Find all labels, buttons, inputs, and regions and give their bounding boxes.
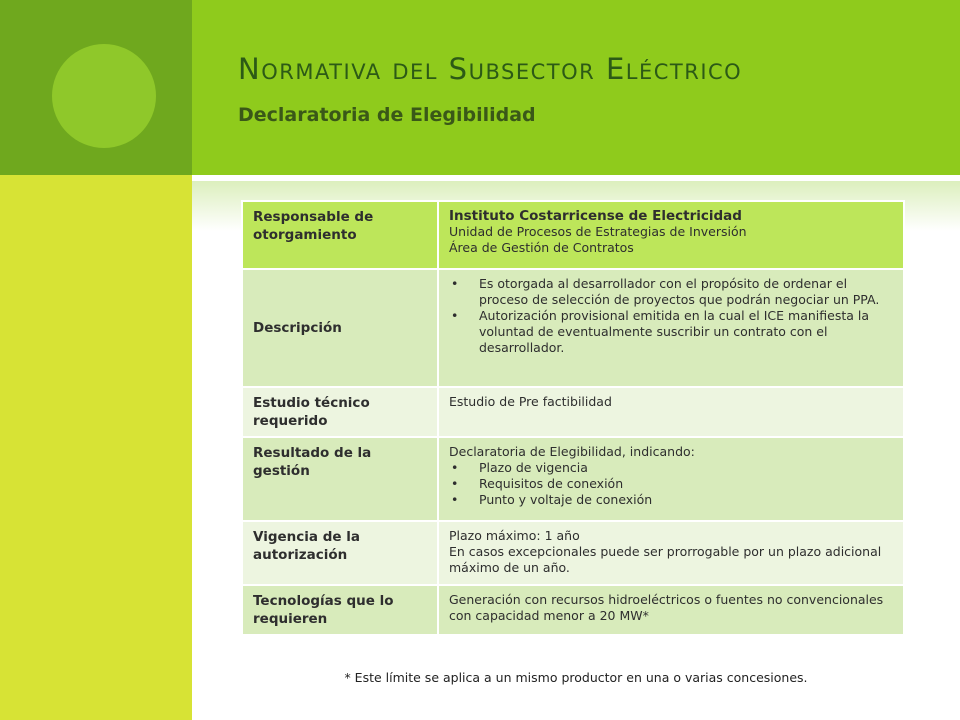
title-letter: D xyxy=(392,60,410,84)
result-intro: Declaratoria de Elegibilidad, indicando: xyxy=(449,444,695,459)
bullet-list xyxy=(449,276,893,356)
list-item: • Plazo de vigencia xyxy=(479,460,893,476)
title-letter: N xyxy=(238,52,262,86)
row-content: Estudio de Pre factibilidad xyxy=(438,387,904,437)
left-bottom-panel xyxy=(0,175,192,720)
row-content: Generación con recursos hidroeléctricos o fuentes no convencionales con capacidad menor a 20 MW* xyxy=(438,585,904,635)
row-label: Resultado de la gestión xyxy=(242,437,438,521)
row-content xyxy=(438,269,904,387)
table-row xyxy=(242,585,904,635)
unit-name: Unidad de Procesos de Estrategias de Inversión xyxy=(449,224,747,239)
title-letter: E xyxy=(605,52,626,86)
title-smallcaps: LÉCTRICO xyxy=(625,60,743,84)
max-term: Plazo máximo: 1 año xyxy=(449,528,580,543)
row-label: Estudio técnico requerido xyxy=(242,387,438,437)
table-row xyxy=(242,201,904,269)
table-row xyxy=(242,521,904,585)
header-band xyxy=(192,0,960,175)
row-label: Responsable de otorgamiento xyxy=(242,201,438,269)
title-smallcaps: UBSECTOR xyxy=(468,60,596,84)
slide-title xyxy=(238,52,742,86)
extension-note: En casos excepcionales puede ser prorrogable por un plazo adicional máximo de un año. xyxy=(449,544,882,575)
table-row xyxy=(242,387,904,437)
table-row xyxy=(242,269,904,387)
institute-name: Instituto Costarricense de Electricidad xyxy=(449,208,742,224)
footnote: * Este límite se aplica a un mismo productor en una o varias concesiones. xyxy=(344,670,808,685)
row-label: Vigencia de la autorización xyxy=(242,521,438,585)
title-smallcaps: ORMATIVA xyxy=(261,60,382,84)
title-letter: S xyxy=(448,52,469,86)
area-name: Área de Gestión de Contratos xyxy=(449,240,634,255)
list-item: • Autorización provisional emitida en la cual el ICE manifiesta la voluntad de eventualmente suscribir un contrato con el desarrollador. xyxy=(479,308,893,356)
list-item: • Requisitos de conexión xyxy=(479,476,893,492)
row-content xyxy=(438,437,904,521)
list-item: • Punto y voltaje de conexión xyxy=(479,492,893,508)
slide-subtitle: Declaratoria de Elegibilidad xyxy=(238,104,536,126)
info-table xyxy=(241,200,905,636)
decorative-circle xyxy=(52,44,156,148)
title-smallcaps: EL xyxy=(409,60,438,84)
row-label: Descripción xyxy=(242,269,438,387)
row-label: Tecnologías que lo requieren xyxy=(242,585,438,635)
row-content xyxy=(438,521,904,585)
bullet-list xyxy=(449,460,893,508)
row-content xyxy=(438,201,904,269)
list-item: • Es otorgada al desarrollador con el propósito de ordenar el proceso de selección de proyectos que podrán negociar un PPA. xyxy=(479,276,893,308)
table-row xyxy=(242,437,904,521)
